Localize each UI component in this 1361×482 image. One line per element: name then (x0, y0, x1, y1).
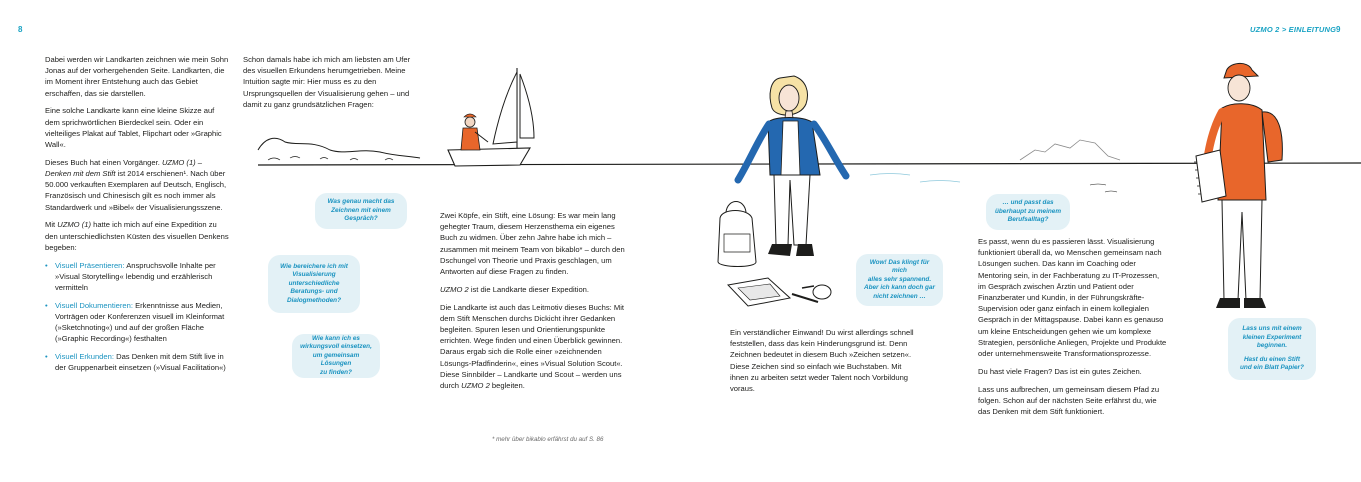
paragraph: Die Landkarte ist auch das Leitmotiv dieses Buchs: Mit dem Stift Menschen durchs Dickicht ihrer Gedanken begleiten. Spuren lesen und Orientierungspunkte errichten. Wege finden und einen Überblick gewinnen. Daraus ergab sich die Rolle einer »zeichnenden Lösungs-Pfadfinderin«, eines »Visual Solution Scout«. Diese Sinnbilder – Landkarte und Scout – werden uns durch UZMO 2 begleiten. (440, 302, 625, 391)
paragraph: Dieses Buch hat einen Vorgänger. UZMO (1) – Denken mit dem Stift ist 2014 erschienen¹. Nach über 50.000 verkauften Exemplaren auf Deutsch, Englisch, Französisch und Chinesisch gilt es noch immer als Standardwerk und »Bibel« der Visualisierungsszene. (45, 157, 227, 212)
paragraph: Lass uns aufbrechen, um gemeinsam diesem Pfad zu folgen. Schon auf der nächsten Seite erfährst du, wie das Denken mit dem Stift funktioniert. (978, 384, 1160, 417)
distant-cliffs (1020, 140, 1120, 160)
running-header: UZMO 2 > EINLEITUNG (1250, 25, 1337, 34)
paragraph: Es passt, wenn du es passieren lässt. Visualisierung funktioniert überall da, wo Menschen gemeinsam nach Lösungen suchen. Das kann im Coaching oder Mentoring sein, in der Fachberatung zu IT-Prozessen, im Gespräch zwischen Ärztin und Patient oder Finanzberater und Kundin, in der Führungskräfte-Supervision oder ganz einfach in einem kollegialen Gespräch in der Mittagspause. Dabei kann es genauso um kleine Entscheidungen gehen wie um komplexe Strategien, persönliche Anliegen, Projekte und Produkte oder unternehmensweite Transformationsprozesse. (978, 237, 1167, 359)
paragraph: Zwei Köpfe, ein Stift, eine Lösung: Es war mein lang gehegter Traum, diesem Herzensthema ein eigenes Buch zu widmen. Über zehn Jahre habe ich mich – zusammen mit meinem Team von bikablo* – durch den Dschungel von Theorie und Praxis geschlagen, um Antworten auf diese Fragen zu finden. (440, 211, 625, 277)
speech-bubble: Wow! Das klingt für mich alles sehr spannend. Aber ich kann doch gar nicht zeichnen … (856, 254, 943, 306)
paragraph: Ein verständlicher Einwand! Du wirst allerdings schnell feststellen, dass das kein Hinderungsgrund ist. Denn Zeichnen bedeutet in diesem Buch »Zeichen setzen«. Diese Zeichen sind so einfach wie Buchstaben. Mit ihnen zu arbeiten setzt weder Talent noch Vorbildung voraus. (730, 328, 914, 394)
list-item: • Visuell Präsentieren: Anspruchsvolle Inhalte per »Visual Storytelling« lebendig und erzählerisch vermitteln (45, 260, 230, 294)
sailboat-illustration (448, 68, 534, 166)
list-item: • Visuell Erkunden: Das Denken mit dem Stift live in der Gruppenarbeit einsetzen (»Visual Facilitation«) (45, 351, 230, 373)
paragraph: Du hast viele Fragen? Das ist ein gutes Zeichen. (978, 366, 1142, 376)
shore-left (258, 138, 420, 158)
speech-bubble: Was genau macht das Zeichnen mit einem Gespräch? (315, 193, 407, 229)
footnote: * mehr über bikablo erfährst du auf S. 86 (492, 436, 604, 443)
speech-bubble: Lass uns mit einem kleinen Experiment beginnen. Hast du einen Stift und ein Blatt Papier? (1228, 318, 1316, 380)
speech-bubble: Wie kann ich es wirkungsvoll einsetzen, um gemeinsam Lösungen zu finden? (292, 334, 380, 378)
paragraph: Eine solche Landkarte kann eine kleine Skizze auf dem sprichwörtlichen Bierdeckel sein. Oder ein vielteiliges Plakat auf Tablet, Flipchart oder »Graphic Wall«. (45, 106, 222, 150)
paragraph: UZMO 2 ist die Landkarte dieser Expedition. (440, 284, 590, 294)
paragraph: Dabei werden wir Landkarten zeichnen wie mein Sohn Jonas auf der vorhergehenden Seite. Landkarten, die im Moment ihrer Entstehung auch das Gebiet erschaffen, das sie darstellen. (45, 55, 229, 98)
page-number-left: 8 (18, 25, 23, 34)
speech-bubble: Wie bereichere ich mit Visualisierung unterschiedliche Beratungs- und Dialogmethoden? (268, 255, 360, 313)
paragraph: Schon damals habe ich mich am liebsten am Ufer des visuellen Erkundens herumgetrieben. Meine Intuition sagte mir: Hier muss es zu den Ursprungsquellen der Visualisierung gehen – und damit zu ganz grundsätzlichen Fragen: (243, 55, 411, 109)
woman-figure-illustration (718, 76, 846, 306)
page-number-right: 9 (1336, 25, 1341, 34)
scout-figure-illustration (1194, 63, 1282, 308)
speech-bubble: … und passt das überhaupt zu meinem Berufsalltag? (986, 194, 1070, 230)
list-item: • Visuell Dokumentieren: Erkenntnisse aus Medien, Vorträgen oder Konferenzen visuell im Kleinformat (»Sketchnoting«) und auf der großen Fläche (»Graphic Recording«) festhalten (45, 300, 230, 345)
paragraph: Mit UZMO (1) hatte ich mich auf eine Expedition zu den unterschiedlichsten Küsten des visuellen Denkens begeben: (45, 220, 229, 252)
